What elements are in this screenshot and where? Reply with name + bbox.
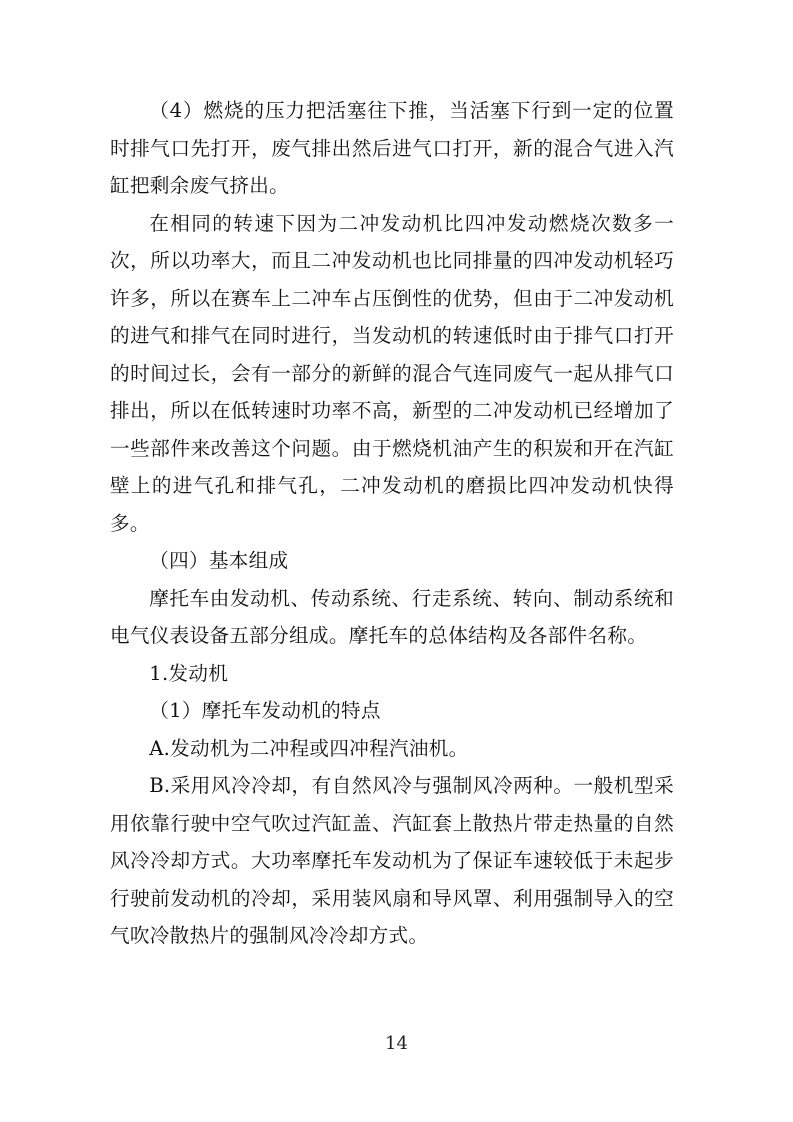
subsection-heading-engine: 1.发动机 — [149, 661, 229, 685]
section-heading-basic-composition: （四）基本组成 — [149, 549, 289, 572]
paragraph-motorcycle-composition: 摩托车由发动机、传动系统、行走系统、转向、制动系统和电气仪表设备五部分组成。摩托车的总体结构及各部件名称。 — [110, 586, 674, 647]
paragraph-combustion-stroke: （4）燃烧的压力把活塞往下推，当活塞下行到一定的位置时排气口先打开，废气排出然后进气口打开，新的混合气进入汽缸把剩余废气挤出。 — [110, 99, 674, 197]
page-number: 14 — [385, 1033, 408, 1054]
subsection-heading-engine-features: （1）摩托车发动机的特点 — [149, 699, 381, 722]
list-item-engine-type: A.发动机为二冲程或四冲程汽油机。 — [149, 736, 469, 760]
document-body — [110, 92, 674, 955]
list-item-air-cooling: B.采用风冷冷却，有自然风冷与强制风冷两种。一般机型采用依靠行驶中空气吹过汽缸盖、汽缸套上散热片带走热量的自然风冷冷却方式。大功率摩托车发动机为了保证车速较低于未起步行驶前发动机的冷却，采用装风扇和导风罩、利用强制导入的空气吹冷散热片的强制风冷冷却方式。 — [110, 774, 674, 947]
paragraph-two-stroke-comparison: 在相同的转速下因为二冲发动机比四冲发动燃烧次数多一次，所以功率大，而且二冲发动机也比同排量的四冲发动机轻巧许多，所以在赛车上二冲车占压倒性的优势，但由于二冲发动机的进气和排气在同时进行，当发动机的转速低时由于排气口打开的时间过长，会有一部分的新鲜的混合气连同废气一起从排气口排出，所以在低转速时功率不高，新型的二冲发动机已经增加了一些部件来改善这个问题。由于燃烧机油产生的积炭和开在汽缸壁上的进气孔和排气孔，二冲发动机的磨损比四冲发动机快得多。 — [110, 211, 674, 535]
